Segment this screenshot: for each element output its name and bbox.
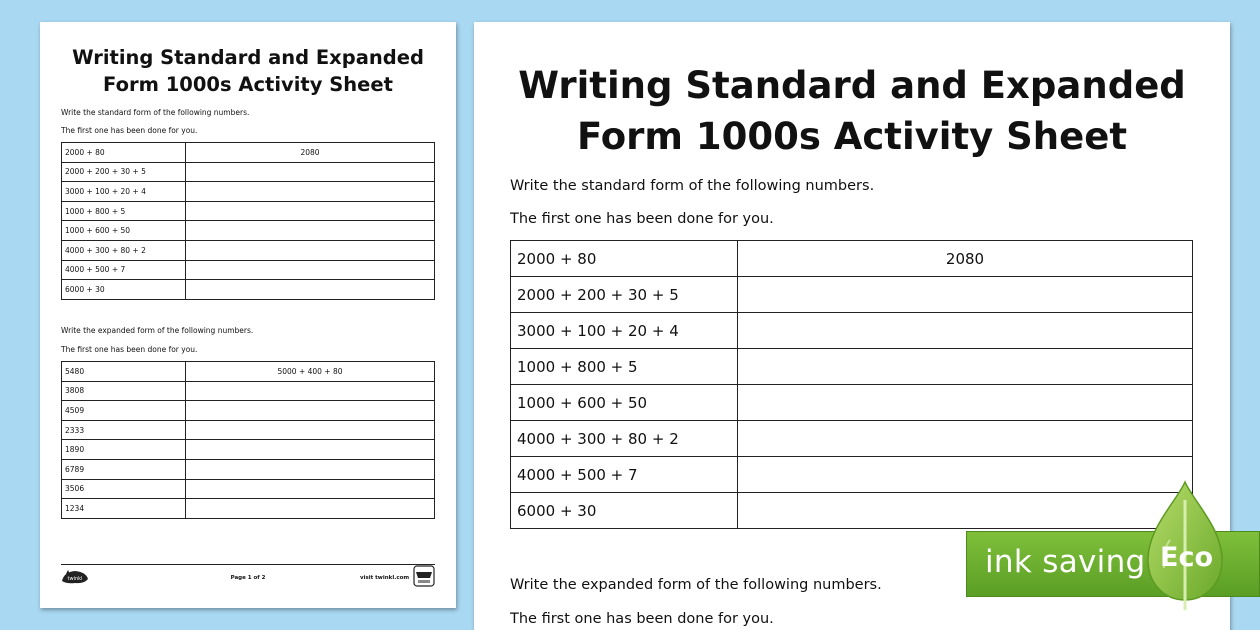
table-row bbox=[62, 440, 435, 460]
small-page-title: Writing Standard and Expanded Form 1000s Activity Sheet bbox=[72, 46, 424, 96]
answer-cell bbox=[738, 457, 1193, 493]
ink-saving-label: ink saving bbox=[985, 544, 1146, 580]
expression-cell: 6000 + 30 bbox=[511, 493, 738, 529]
answer-cell bbox=[186, 280, 435, 300]
table-row bbox=[62, 221, 435, 241]
answer-cell bbox=[186, 440, 435, 460]
large-section2-instruction: Write the expanded form of the following numbers. bbox=[510, 577, 882, 593]
answer-cell bbox=[738, 349, 1193, 385]
answer-cell bbox=[738, 385, 1193, 421]
answer-cell bbox=[186, 499, 435, 519]
number-cell: 1890 bbox=[62, 440, 186, 460]
table-row bbox=[511, 241, 1193, 277]
site-link: visit twinkl.com bbox=[360, 575, 410, 581]
answer-cell bbox=[738, 421, 1193, 457]
logo-text: twinkl bbox=[67, 576, 83, 582]
answer-cell: 2080 bbox=[186, 143, 435, 163]
table-row bbox=[511, 385, 1193, 421]
table-row bbox=[62, 459, 435, 479]
table-row bbox=[511, 313, 1193, 349]
small-section1-instruction: Write the standard form of the following numbers. bbox=[61, 108, 250, 117]
large-section2-note: The first one has been done for you. bbox=[510, 611, 774, 627]
expression-cell: 3000 + 100 + 20 + 4 bbox=[511, 313, 738, 349]
expression-cell: 4000 + 500 + 7 bbox=[511, 457, 738, 493]
table-row bbox=[62, 162, 435, 182]
table-row bbox=[511, 349, 1193, 385]
expression-cell: 2000 + 200 + 30 + 5 bbox=[62, 162, 186, 182]
table-row bbox=[62, 420, 435, 440]
expression-cell: 4000 + 500 + 7 bbox=[62, 260, 186, 280]
eco-label: Eco bbox=[1160, 542, 1213, 573]
worksheet-thumbnail-page bbox=[40, 22, 456, 608]
table-row bbox=[62, 362, 435, 382]
twinkl-logo bbox=[60, 568, 90, 586]
expression-cell: 1000 + 600 + 50 bbox=[62, 221, 186, 241]
table-row bbox=[62, 280, 435, 300]
answer-cell bbox=[186, 420, 435, 440]
expression-cell: 1000 + 800 + 5 bbox=[511, 349, 738, 385]
number-cell: 2333 bbox=[62, 420, 186, 440]
expression-cell: 6000 + 30 bbox=[62, 280, 186, 300]
answer-cell bbox=[738, 313, 1193, 349]
table-row bbox=[62, 201, 435, 221]
table-row bbox=[62, 499, 435, 519]
answer-cell bbox=[186, 182, 435, 202]
small-standard-form-table bbox=[61, 142, 435, 300]
answer-cell bbox=[738, 493, 1193, 529]
small-expanded-form-table bbox=[61, 361, 435, 519]
expression-cell: 3000 + 100 + 20 + 4 bbox=[62, 182, 186, 202]
table-row bbox=[511, 421, 1193, 457]
number-cell: 5480 bbox=[62, 362, 186, 382]
number-cell: 3808 bbox=[62, 381, 186, 401]
title-line-1: Writing Standard and Expanded bbox=[518, 64, 1186, 107]
table-row bbox=[62, 143, 435, 163]
large-section1-instruction: Write the standard form of the following numbers. bbox=[510, 178, 875, 194]
number-cell: 3506 bbox=[62, 479, 186, 499]
small-section2-instruction: Write the expanded form of the following numbers. bbox=[61, 326, 254, 335]
answer-cell bbox=[186, 240, 435, 260]
expression-cell: 4000 + 300 + 80 + 2 bbox=[511, 421, 738, 457]
table-row bbox=[511, 493, 1193, 529]
number-cell: 6789 bbox=[62, 459, 186, 479]
number-cell: 4509 bbox=[62, 401, 186, 421]
table-row bbox=[511, 457, 1193, 493]
small-section1-note: The first one has been done for you. bbox=[61, 126, 198, 135]
table-row bbox=[62, 381, 435, 401]
expression-cell: 4000 + 300 + 80 + 2 bbox=[62, 240, 186, 260]
answer-cell bbox=[738, 277, 1193, 313]
answer-cell bbox=[186, 479, 435, 499]
answer-cell: 5000 + 400 + 80 bbox=[186, 362, 435, 382]
table-row bbox=[62, 401, 435, 421]
small-section2-note: The first one has been done for you. bbox=[61, 345, 198, 354]
expression-cell: 2000 + 80 bbox=[511, 241, 738, 277]
large-page-title bbox=[494, 60, 1210, 162]
answer-cell bbox=[186, 381, 435, 401]
expression-cell: 2000 + 80 bbox=[62, 143, 186, 163]
answer-cell bbox=[186, 162, 435, 182]
answer-cell bbox=[186, 201, 435, 221]
answer-cell bbox=[186, 260, 435, 280]
large-section1-note: The first one has been done for you. bbox=[510, 211, 774, 227]
expression-cell: 1000 + 800 + 5 bbox=[62, 201, 186, 221]
table-row bbox=[62, 479, 435, 499]
answer-cell bbox=[186, 401, 435, 421]
table-row bbox=[62, 182, 435, 202]
footer-divider bbox=[61, 564, 435, 565]
number-cell: 1234 bbox=[62, 499, 186, 519]
quality-badge-icon bbox=[412, 564, 436, 590]
table-row bbox=[62, 260, 435, 280]
page-number: Page 1 of 2 bbox=[230, 575, 266, 581]
answer-cell: 2080 bbox=[738, 241, 1193, 277]
expression-cell: 1000 + 600 + 50 bbox=[511, 385, 738, 421]
answer-cell bbox=[186, 459, 435, 479]
expression-cell: 2000 + 200 + 30 + 5 bbox=[511, 277, 738, 313]
large-standard-form-table bbox=[510, 240, 1193, 529]
title-line-2: Form 1000s Activity Sheet bbox=[576, 115, 1128, 158]
table-row bbox=[62, 240, 435, 260]
table-row bbox=[511, 277, 1193, 313]
answer-cell bbox=[186, 221, 435, 241]
